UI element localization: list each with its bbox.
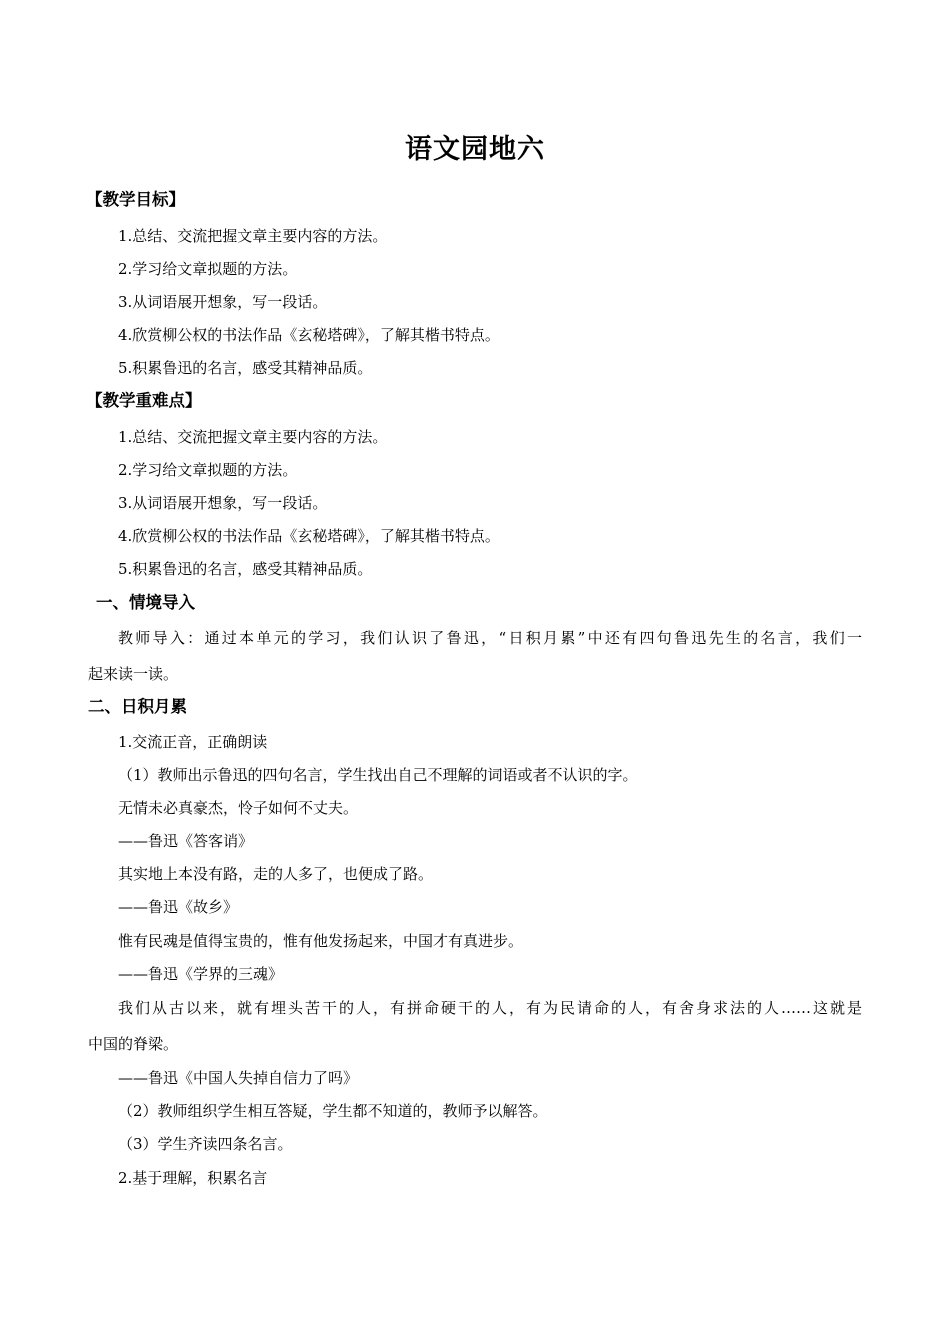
objectives-heading: 【教学目标】 bbox=[86, 190, 185, 209]
quote-4-line1: 我们从古以来，就有埋头苦干的人，有拼命硬干的人，有为民请命的人，有舍身求法的人……这就是 bbox=[118, 999, 862, 1017]
objective-item: 4.欣赏柳公权的书法作品《玄秘塔碑》，了解其楷书特点。 bbox=[118, 326, 500, 344]
section2-heading: 二、日积月累 bbox=[88, 697, 187, 716]
key-point-item: 5.积累鲁迅的名言，感受其精神品质。 bbox=[118, 560, 373, 578]
section1-paragraph-line2: 起来读一读。 bbox=[88, 665, 179, 683]
quote-source-4: ——鲁迅《中国人失掉自信力了吗》 bbox=[118, 1069, 359, 1087]
key-point-item: 4.欣赏柳公权的书法作品《玄秘塔碑》，了解其楷书特点。 bbox=[118, 527, 500, 545]
objective-item: 2.学习给文章拟题的方法。 bbox=[118, 260, 298, 278]
step2-text: 2.基于理解，积累名言 bbox=[118, 1169, 268, 1187]
key-points-heading: 【教学重难点】 bbox=[86, 391, 202, 410]
objective-item: 5.积累鲁迅的名言，感受其精神品质。 bbox=[118, 359, 373, 377]
objective-item: 3.从词语展开想象，写一段话。 bbox=[118, 293, 328, 311]
section1-paragraph-line1: 教师导入：通过本单元的学习，我们认识了鲁迅，“日积月累”中还有四句鲁迅先生的名言，我们一 bbox=[118, 629, 862, 647]
sub-step-2: （2）教师组织学生相互答疑，学生都不知道的，教师予以解答。 bbox=[118, 1102, 548, 1120]
document-title: 语文园地六 bbox=[405, 134, 545, 165]
objective-item: 1.总结、交流把握文章主要内容的方法。 bbox=[118, 227, 388, 245]
key-point-item: 2.学习给文章拟题的方法。 bbox=[118, 461, 298, 479]
quote-source-3: ——鲁迅《学界的三魂》 bbox=[118, 965, 284, 983]
step1-text: 1.交流正音，正确朗读 bbox=[118, 733, 268, 751]
quote-1: 无情未必真豪杰，怜子如何不丈夫。 bbox=[118, 799, 359, 817]
quote-source-1: ——鲁迅《答客诮》 bbox=[118, 832, 254, 850]
quote-source-2: ——鲁迅《故乡》 bbox=[118, 898, 239, 916]
sub-step-1: （1）教师出示鲁迅的四句名言，学生找出自己不理解的词语或者不认识的字。 bbox=[118, 766, 638, 784]
key-point-item: 3.从词语展开想象，写一段话。 bbox=[118, 494, 328, 512]
key-point-item: 1.总结、交流把握文章主要内容的方法。 bbox=[118, 428, 388, 446]
section1-heading: 一、情境导入 bbox=[96, 593, 195, 612]
quote-3: 惟有民魂是值得宝贵的，惟有他发扬起来，中国才有真进步。 bbox=[118, 932, 524, 950]
quote-4-line2: 中国的脊梁。 bbox=[88, 1035, 179, 1053]
quote-2: 其实地上本没有路，走的人多了，也便成了路。 bbox=[118, 865, 434, 883]
sub-step-3: （3）学生齐读四条名言。 bbox=[118, 1135, 293, 1153]
